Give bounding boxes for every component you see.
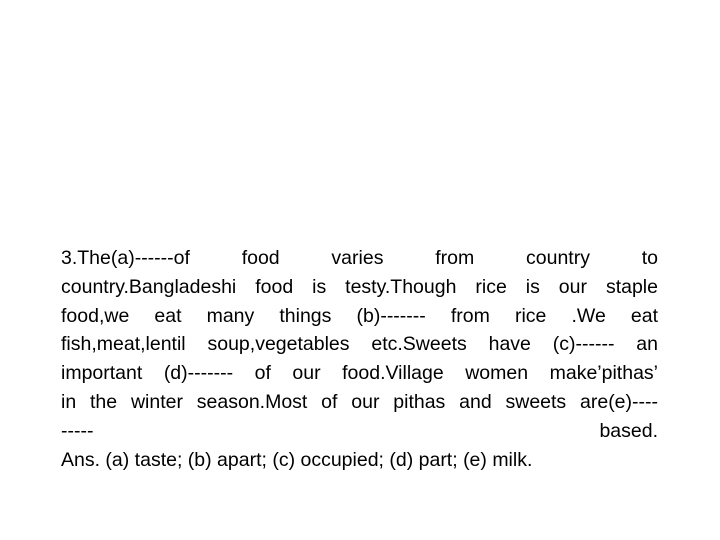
question-line-1: 3.The(a)------of food varies from country to [61, 247, 658, 269]
cloze-exercise [61, 244, 658, 474]
question-line-4: fish,meat,lentil soup,vegetables etc.Sweets have (c)------ an [61, 333, 658, 356]
question-line-3: food,we eat many things (b)------- from rice .We eat [61, 304, 658, 327]
answer-line: Ans. (a) taste; (b) apart; (c) occupied; (d) part; (e) milk. [61, 448, 533, 471]
question-line-6: in the winter season.Most of our pithas and sweets are(e)---- [61, 390, 658, 413]
question-line-5: important (d)------- of our food.Village women make’pithas’ [61, 362, 658, 385]
question-line-2: country.Bangladeshi food is testy.Though rice is our staple [61, 275, 658, 298]
question-line-7: ----- based. [61, 419, 658, 442]
